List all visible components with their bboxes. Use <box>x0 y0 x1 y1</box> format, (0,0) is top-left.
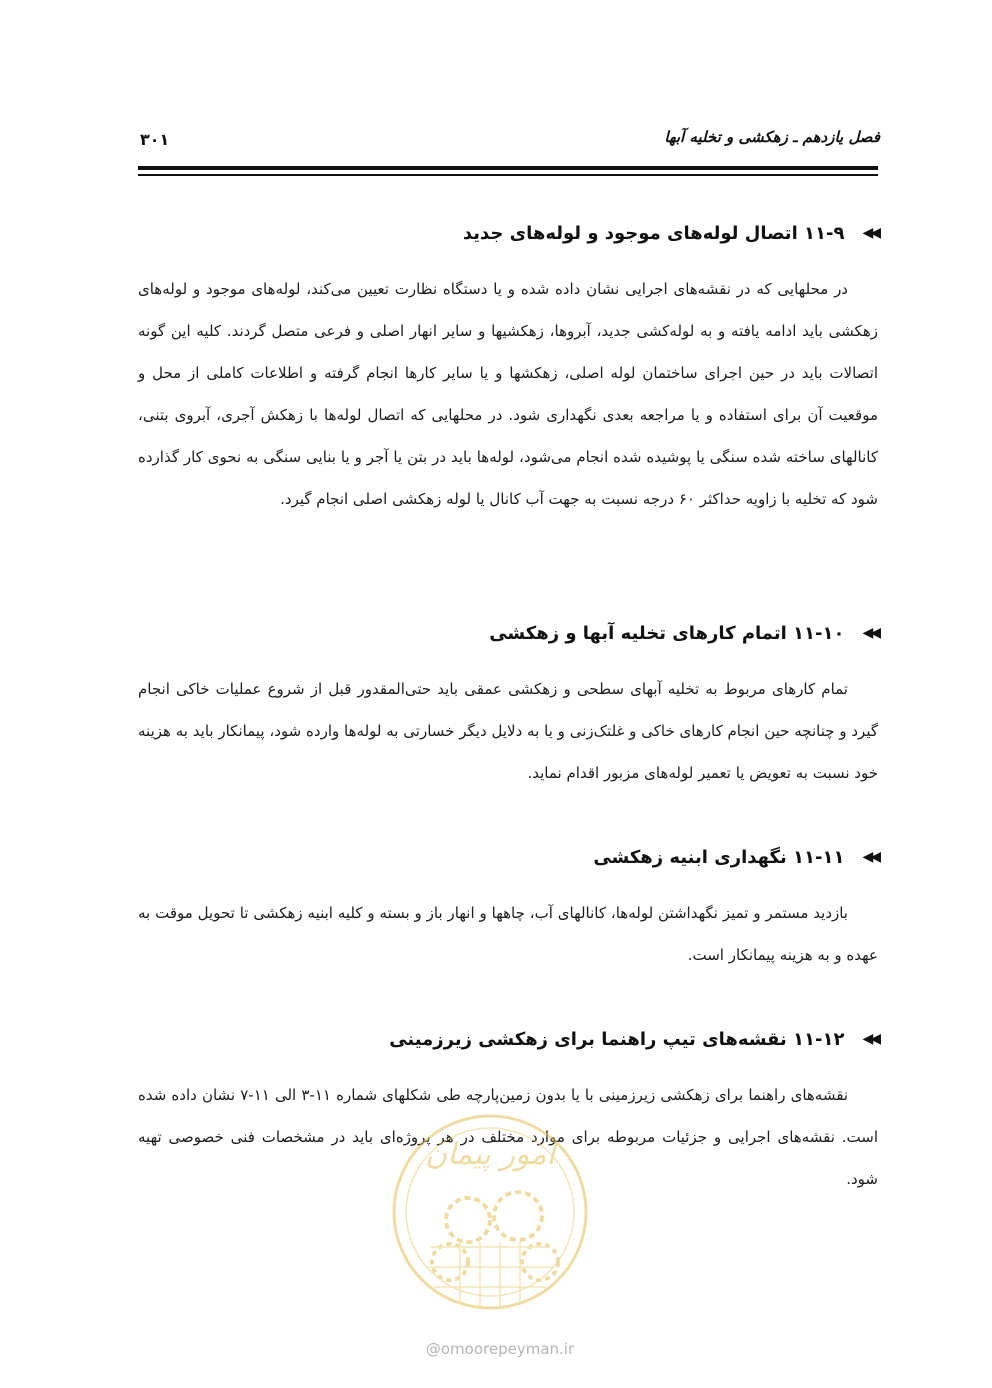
page-number: ۳۰۱ <box>140 130 170 149</box>
section-heading <box>138 218 878 248</box>
section-heading <box>138 618 878 648</box>
section-heading <box>138 1024 878 1054</box>
section-heading-text: ۱۱-۱۰ اتمام کارهای تخلیه آبها و زهکشی <box>489 622 845 644</box>
section-paragraph: بازدید مستمر و تمیز نگهداشتن لوله‌ها، کانالهای آب، چاهها و انهار باز و بسته و کلیه ابنیه زهکشی تا تحویل موقت به عهده و به هزینه پیمانکار است. <box>138 904 878 964</box>
section-heading-text: ۱۱-۹ اتصال لوله‌های موجود و لوله‌های جدید <box>462 222 845 244</box>
double-arrow-icon: ◀◀ <box>862 849 878 865</box>
header-rule-thin <box>138 174 878 176</box>
double-arrow-icon: ◀◀ <box>862 1031 878 1047</box>
watermark-url: @omoorepeyman.ir <box>425 1340 575 1358</box>
section-11-10 <box>138 618 878 794</box>
section-11-9 <box>138 218 878 520</box>
section-paragraph: در محلهایی که در نقشه‌های اجرایی نشان داده شده و یا دستگاه نظارت تعیین می‌کند، لوله‌های موجود و لوله‌های زهکشی باید ادامه یافته و به لوله‌کشی جدید، آبروها، زهکشیها و سایر انهار اصلی و فرعی متصل گردند. کلیه این گونه اتصالات باید در حین اجرای ساختمان لوله اصلی، زهکشها و یا سایر کارها انجام گرفته و اطلاعات کاملی از محل و موقعیت آن برای استفاده و یا مراجعه بعدی نگهداری شود. در محلهایی که اتصال لوله‌ها با زهکش آجری، آبروی بتنی، کانالهای ساخته شده سنگی یا پوشیده شده انجام می‌شود، لوله‌ها باید در بتن یا آجر و یا بنایی سنگی به نحوی کار گذارده شود که تخلیه با زاویه حداکثر ۶۰ درجه نسبت به جهت آب کانال یا لوله زهکشی اصلی انجام گیرد. <box>138 280 878 508</box>
section-heading-text: ۱۱-۱۲ نقشه‌های تیپ راهنما برای زهکشی زیرزمینی <box>389 1028 845 1050</box>
double-arrow-icon: ◀◀ <box>862 625 878 641</box>
section-heading-text: ۱۱-۱۱ نگهداری ابنیه زهکشی <box>593 846 845 868</box>
section-paragraph: تمام کارهای مربوط به تخلیه آبهای سطحی و زهکشی عمقی باید حتی‌المقدور قبل از شروع عملیات خاکی انجام گیرد و چنانچه حین انجام کارهای خاکی و غلتک‌زنی و یا به دلایل دیگر خسارتی به لوله‌ها وارده شود، پیمانکار باید به هزینه خود نسبت به تعویض یا تعمیر لوله‌های مزبور اقدام نماید. <box>138 680 878 782</box>
header-rule-thick <box>138 166 878 170</box>
section-heading <box>138 842 878 872</box>
section-11-11 <box>138 842 878 976</box>
section-paragraph: نقشه‌های راهنما برای زهکشی زیرزمینی با یا بدون زمین‌پارچه طی شکلهای شماره ۱۱-۳ الی ۱۱-۷ نشان داده شده است. نقشه‌های اجرایی و جزئیات مربوطه برای موارد مختلف در هر پروژه‌ای باید در مشخصات فنی خصوصی تهیه شود. <box>138 1086 878 1188</box>
running-header-title: فصل یازدهم ـ زهکشی و تخلیه آبها <box>664 128 880 146</box>
double-arrow-icon: ◀◀ <box>862 225 878 241</box>
watermark-arc-text: امور پیمان <box>425 1137 555 1172</box>
watermark-logo <box>390 1112 590 1312</box>
